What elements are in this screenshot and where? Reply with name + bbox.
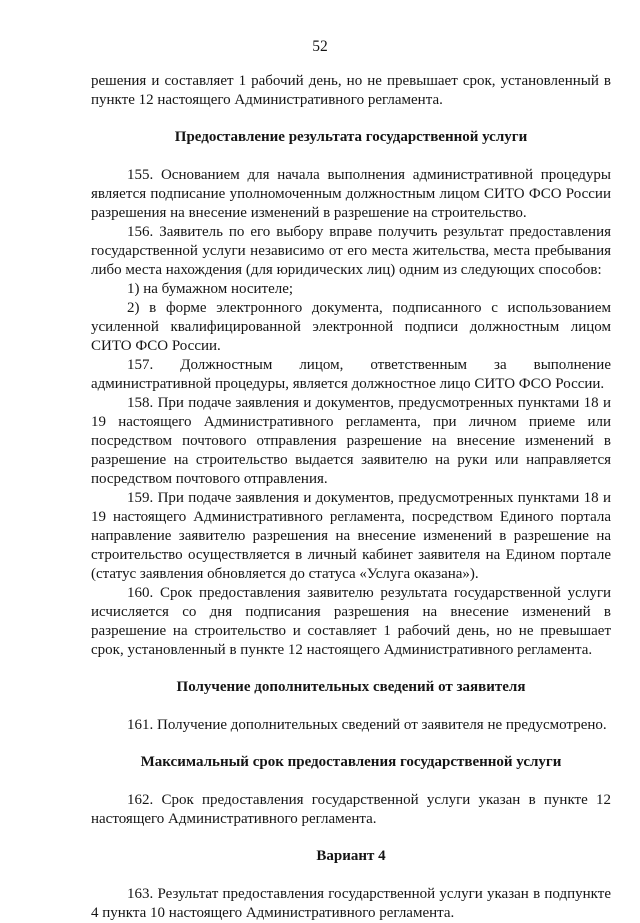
section-heading-max-term: Максимальный срок предоставления государственной услуги xyxy=(140,754,562,770)
paragraph-continuation: решения и составляет 1 рабочий день, но не превышает срок, установленный в пункте 12 настоящего Административного регламента. xyxy=(91,73,611,108)
document-body xyxy=(91,72,611,923)
paragraph-159: 159. При подаче заявления и документов, предусмотренных пунктами 18 и 19 настоящего Административного регламента, посредством Единого портала направление заявителю разрешения на внесение изменений в разрешение на строительство осуществляется в личный кабинет заявителя на Едином портале (статус заявления обновляется до статуса «Услуга оказана»). xyxy=(91,490,611,582)
paragraph-161: 161. Получение дополнительных сведений от заявителя не предусмотрено. xyxy=(127,717,607,733)
section-heading-additional-info: Получение дополнительных сведений от заявителя xyxy=(176,679,526,695)
paragraph-158: 158. При подаче заявления и документов, предусмотренных пунктами 18 и 19 настоящего Административного регламента, при личном приеме или посредством почтового отправления разрешение на внесение изменений в разрешение на строительство выдается заявителю на руки или направляется посредством почтового отправления. xyxy=(91,395,611,487)
paragraph-160: 160. Срок предоставления заявителю результата государственной услуги исчисляется со дня подписания разрешения на внесение изменений в разрешение на строительство и составляет 1 рабочий день, но не превышает срок, установленный в пункте 12 настоящего Административного регламента. xyxy=(91,585,611,658)
paragraph-155: 155. Основанием для начала выполнения административной процедуры является подписание уполномоченным должностным лицом СИТО ФСО России разрешения на внесение изменений в разрешение на строительство. xyxy=(91,167,611,221)
section-heading-variant-4: Вариант 4 xyxy=(316,848,386,864)
paragraph-156: 156. Заявитель по его выбору вправе получить результат предоставления государственной услуги независимо от его места жительства, места пребывания либо места нахождения (для юридических лиц) одним из следующих способов: xyxy=(91,224,611,278)
page-number: 52 xyxy=(312,38,328,55)
paragraph-156-item-2: 2) в форме электронного документа, подписанного с использованием усиленной квалифицированной электронной подписи должностным лицом СИТО ФСО России. xyxy=(91,300,611,354)
paragraph-162: 162. Срок предоставления государственной услуги указан в пункте 12 настоящего Административного регламента. xyxy=(91,792,611,827)
paragraph-157: 157. Должностным лицом, ответственным за выполнение административной процедуры, является должностное лицо СИТО ФСО России. xyxy=(91,357,611,392)
paragraph-156-item-1: 1) на бумажном носителе; xyxy=(127,281,294,297)
section-heading-result: Предоставление результата государственной услуги xyxy=(174,129,528,145)
paragraph-163: 163. Результат предоставления государственной услуги указан в подпункте 4 пункта 10 настоящего Административного регламента. xyxy=(91,886,611,921)
